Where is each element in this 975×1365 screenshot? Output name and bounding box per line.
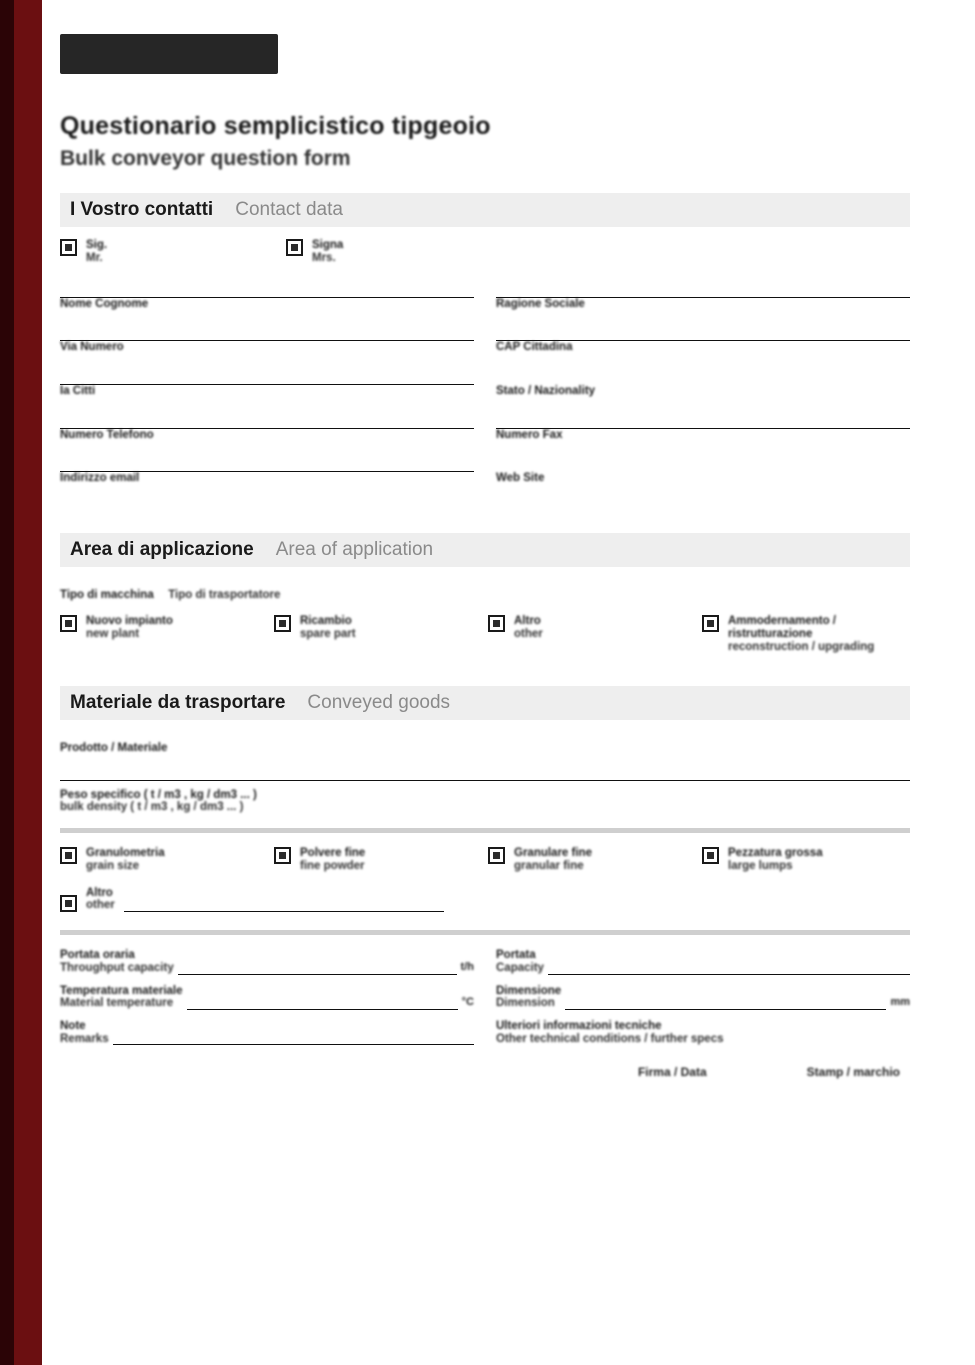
caption-it: Dimensione xyxy=(496,984,562,997)
field-name-caption xyxy=(60,298,474,311)
field-throughput xyxy=(60,949,474,974)
section-title-contact-en: Contact data xyxy=(235,199,343,220)
caption-it: Stato / Nazionality xyxy=(496,385,596,398)
checkbox-salutation-mr[interactable] xyxy=(60,239,286,265)
field-fax xyxy=(496,406,910,442)
throughput-input[interactable] xyxy=(178,953,457,975)
field-street xyxy=(60,318,474,354)
company-logo xyxy=(60,34,278,74)
temperature-input[interactable] xyxy=(187,988,458,1010)
divider-1 xyxy=(60,828,910,833)
checkbox-icon[interactable] xyxy=(60,615,77,632)
caption-en: Capacity xyxy=(496,962,544,974)
field-fax-caption xyxy=(496,429,910,442)
label-en: new plant xyxy=(86,627,140,640)
section-header-application xyxy=(60,533,910,567)
caption-it: Web Site xyxy=(496,472,545,485)
dimension-caption xyxy=(496,985,561,1010)
capacity-input[interactable] xyxy=(548,953,910,975)
field-dimension xyxy=(496,985,910,1010)
label-en: fine powder xyxy=(300,859,365,872)
label-it: Sig. xyxy=(86,239,108,251)
caption-it: Ia Citti xyxy=(60,385,96,398)
field-company xyxy=(496,275,910,311)
field-remarks xyxy=(60,1020,474,1045)
field-other-tech xyxy=(496,1020,910,1045)
page-title-en: Bulk conveyor question form xyxy=(60,147,351,170)
throughput-caption xyxy=(60,949,174,974)
checkbox-other-application[interactable] xyxy=(488,615,702,654)
checkbox-icon[interactable] xyxy=(702,847,719,864)
city-input[interactable] xyxy=(60,362,474,385)
label-en: large lumps xyxy=(728,859,793,872)
contact-row-4 xyxy=(60,406,910,442)
field-city-caption xyxy=(60,385,474,398)
section-title-application-en: Area of application xyxy=(275,538,434,560)
field-temperature xyxy=(60,985,474,1010)
capacity-caption xyxy=(496,949,544,974)
label-it: Granulometria xyxy=(86,846,165,859)
caption-it: Ragione Sociale xyxy=(496,297,585,310)
label-en: reconstruction / upgrading xyxy=(728,640,875,653)
temperature-unit: °C xyxy=(461,995,474,1008)
email-input[interactable] xyxy=(60,449,474,472)
label-en: granular fine xyxy=(514,859,584,872)
label-it: Ammodernamento / ristrutturazione xyxy=(728,614,836,640)
checkbox-icon[interactable] xyxy=(60,895,77,912)
caption-en: Material temperature xyxy=(60,997,174,1010)
checkbox-granular-fine[interactable] xyxy=(488,847,702,873)
checkbox-large-lumps-labels xyxy=(728,847,823,873)
field-street-caption xyxy=(60,341,474,354)
section-header-goods xyxy=(60,686,910,720)
label-en: other xyxy=(86,899,115,912)
footer-signature-row xyxy=(60,1065,910,1079)
measure-row-3 xyxy=(60,1020,910,1045)
checkbox-other-grain[interactable] xyxy=(60,887,910,913)
contact-row-1 xyxy=(60,275,910,311)
label-en: grain size xyxy=(86,859,140,872)
checkbox-other-grain-labels xyxy=(86,887,115,913)
remarks-input[interactable] xyxy=(113,1023,474,1045)
caption-it: Numero Fax xyxy=(496,428,563,441)
label-it: Polvere fine xyxy=(300,846,366,859)
section-title-application-it: Area di applicazione xyxy=(70,538,254,560)
left-color-band xyxy=(0,0,42,1365)
caption-it: Portata xyxy=(496,949,536,962)
other-tech-caption xyxy=(496,1020,910,1045)
field-phone xyxy=(60,406,474,442)
throughput-unit: t/h xyxy=(460,960,474,973)
checkbox-icon[interactable] xyxy=(60,239,77,256)
field-country xyxy=(496,362,910,398)
caption-it: Portata oraria xyxy=(60,949,135,962)
country-spacer xyxy=(496,362,910,385)
caption-it: Numero Telefono xyxy=(60,428,154,441)
checkbox-icon[interactable] xyxy=(60,847,77,864)
field-postcode-city xyxy=(496,318,910,354)
bulk-density-caption-en: bulk density ( t / m3 , kg / dm3 ... ) xyxy=(60,801,244,814)
website-spacer xyxy=(496,449,910,472)
section-title-goods-en: Conveyed goods xyxy=(307,691,451,713)
checkbox-new-plant[interactable] xyxy=(60,615,274,654)
footer-left-label: Firma / Data xyxy=(637,1065,707,1080)
remarks-caption xyxy=(60,1020,109,1045)
caption-it: Nome Cognome xyxy=(60,297,149,310)
field-city xyxy=(60,362,474,398)
application-question-it: Tipo di macchina xyxy=(60,588,154,601)
contact-row-2 xyxy=(60,318,910,354)
street-input[interactable] xyxy=(60,318,474,341)
checkbox-icon[interactable] xyxy=(488,615,505,632)
company-input[interactable] xyxy=(496,275,910,298)
temperature-caption xyxy=(60,985,183,1010)
checkbox-icon[interactable] xyxy=(274,847,291,864)
checkbox-large-lumps[interactable] xyxy=(702,847,902,873)
field-website xyxy=(496,449,910,485)
caption-it: Temperatura materiale xyxy=(60,984,183,997)
caption-en: Other technical conditions / further specs xyxy=(496,1032,724,1045)
checkbox-granular-fine-labels xyxy=(514,847,592,873)
field-name xyxy=(60,275,474,311)
contact-row-3 xyxy=(60,362,910,398)
field-website-caption xyxy=(496,472,910,485)
field-email-caption xyxy=(60,472,474,485)
page-title-it: Questionario semplicistico tipgeoio xyxy=(60,112,491,140)
checkbox-icon[interactable] xyxy=(702,615,719,632)
name-input[interactable] xyxy=(60,275,474,298)
left-color-band-inner xyxy=(0,0,14,1365)
field-capacity xyxy=(496,949,910,974)
application-question xyxy=(60,585,910,603)
product-caption xyxy=(60,738,910,756)
checkbox-upgrading-labels xyxy=(728,615,902,654)
caption-it: Indirizzo email xyxy=(60,472,140,485)
checkbox-other-application-labels xyxy=(514,615,543,641)
caption-it: Via Numero xyxy=(60,341,124,354)
checkbox-salutation-mr-labels xyxy=(86,239,107,265)
checkbox-upgrading[interactable] xyxy=(702,615,902,654)
product-input[interactable] xyxy=(60,758,910,781)
label-en: Mr. xyxy=(86,251,103,264)
caption-it: Ulteriori informazioni tecniche xyxy=(496,1019,662,1032)
field-email xyxy=(60,449,474,485)
section-header-contact xyxy=(60,193,910,227)
document-content xyxy=(60,0,910,1079)
application-question-en: Tipo di trasportatore xyxy=(168,588,281,601)
measure-row-1 xyxy=(60,949,910,974)
salutation-row xyxy=(60,239,910,265)
checkbox-icon[interactable] xyxy=(488,847,505,864)
field-country-caption xyxy=(496,385,910,398)
granulometry-options-row xyxy=(60,847,910,873)
postcode-city-input[interactable] xyxy=(496,318,910,341)
field-company-caption xyxy=(496,298,910,311)
measure-row-2 xyxy=(60,985,910,1010)
checkbox-fine-powder-labels xyxy=(300,847,365,873)
label-it: Signa xyxy=(312,239,344,251)
product-caption-it: Prodotto / Materiale xyxy=(60,741,168,754)
divider-2 xyxy=(60,930,910,935)
checkbox-spare-part[interactable] xyxy=(274,615,488,654)
other-grain-input[interactable] xyxy=(124,890,444,912)
bulk-density-caption-it: Peso specifico ( t / m3 , kg / dm3 ... ) xyxy=(60,788,257,801)
label-it: Nuovo impianto xyxy=(86,614,173,627)
label-en: spare part xyxy=(300,627,356,640)
phone-input[interactable] xyxy=(60,406,474,429)
label-en: Mrs. xyxy=(312,251,336,264)
checkbox-fine-powder[interactable] xyxy=(274,847,488,873)
bulk-density-caption xyxy=(60,789,910,814)
checkbox-grain-size[interactable] xyxy=(60,847,274,873)
label-it: Altro xyxy=(514,614,541,627)
caption-en: Dimension xyxy=(496,997,555,1010)
label-it: Pezzatura grossa xyxy=(728,846,823,859)
checkbox-new-plant-labels xyxy=(86,615,173,641)
label-it: Granulare fine xyxy=(514,846,592,859)
caption-it: CAP Cittadina xyxy=(496,341,573,354)
footer-right-label: Stamp / marchio xyxy=(806,1065,900,1080)
dimension-input[interactable] xyxy=(565,988,886,1010)
application-options-row xyxy=(60,615,910,654)
checkbox-salutation-mrs[interactable] xyxy=(286,239,343,265)
checkbox-salutation-mrs-labels xyxy=(312,239,343,265)
label-en: other xyxy=(514,627,543,640)
checkbox-spare-part-labels xyxy=(300,615,356,641)
label-it: Ricambio xyxy=(300,614,352,627)
field-postcode-city-caption xyxy=(496,341,910,354)
checkbox-icon[interactable] xyxy=(286,239,303,256)
checkbox-icon[interactable] xyxy=(274,615,291,632)
caption-en: Throughput capacity xyxy=(60,962,174,974)
section-title-contact-it: I Vostro contatti xyxy=(70,199,214,220)
section-title-goods-it: Materiale da trasportare xyxy=(70,691,286,713)
fax-input[interactable] xyxy=(496,406,910,429)
dimension-unit: mm xyxy=(890,995,910,1008)
label-it: Altro xyxy=(86,886,113,899)
caption-en: Remarks xyxy=(60,1032,109,1045)
contact-row-5 xyxy=(60,449,910,485)
checkbox-grain-size-labels xyxy=(86,847,165,873)
field-phone-caption xyxy=(60,429,474,442)
caption-it: Note xyxy=(60,1019,86,1032)
